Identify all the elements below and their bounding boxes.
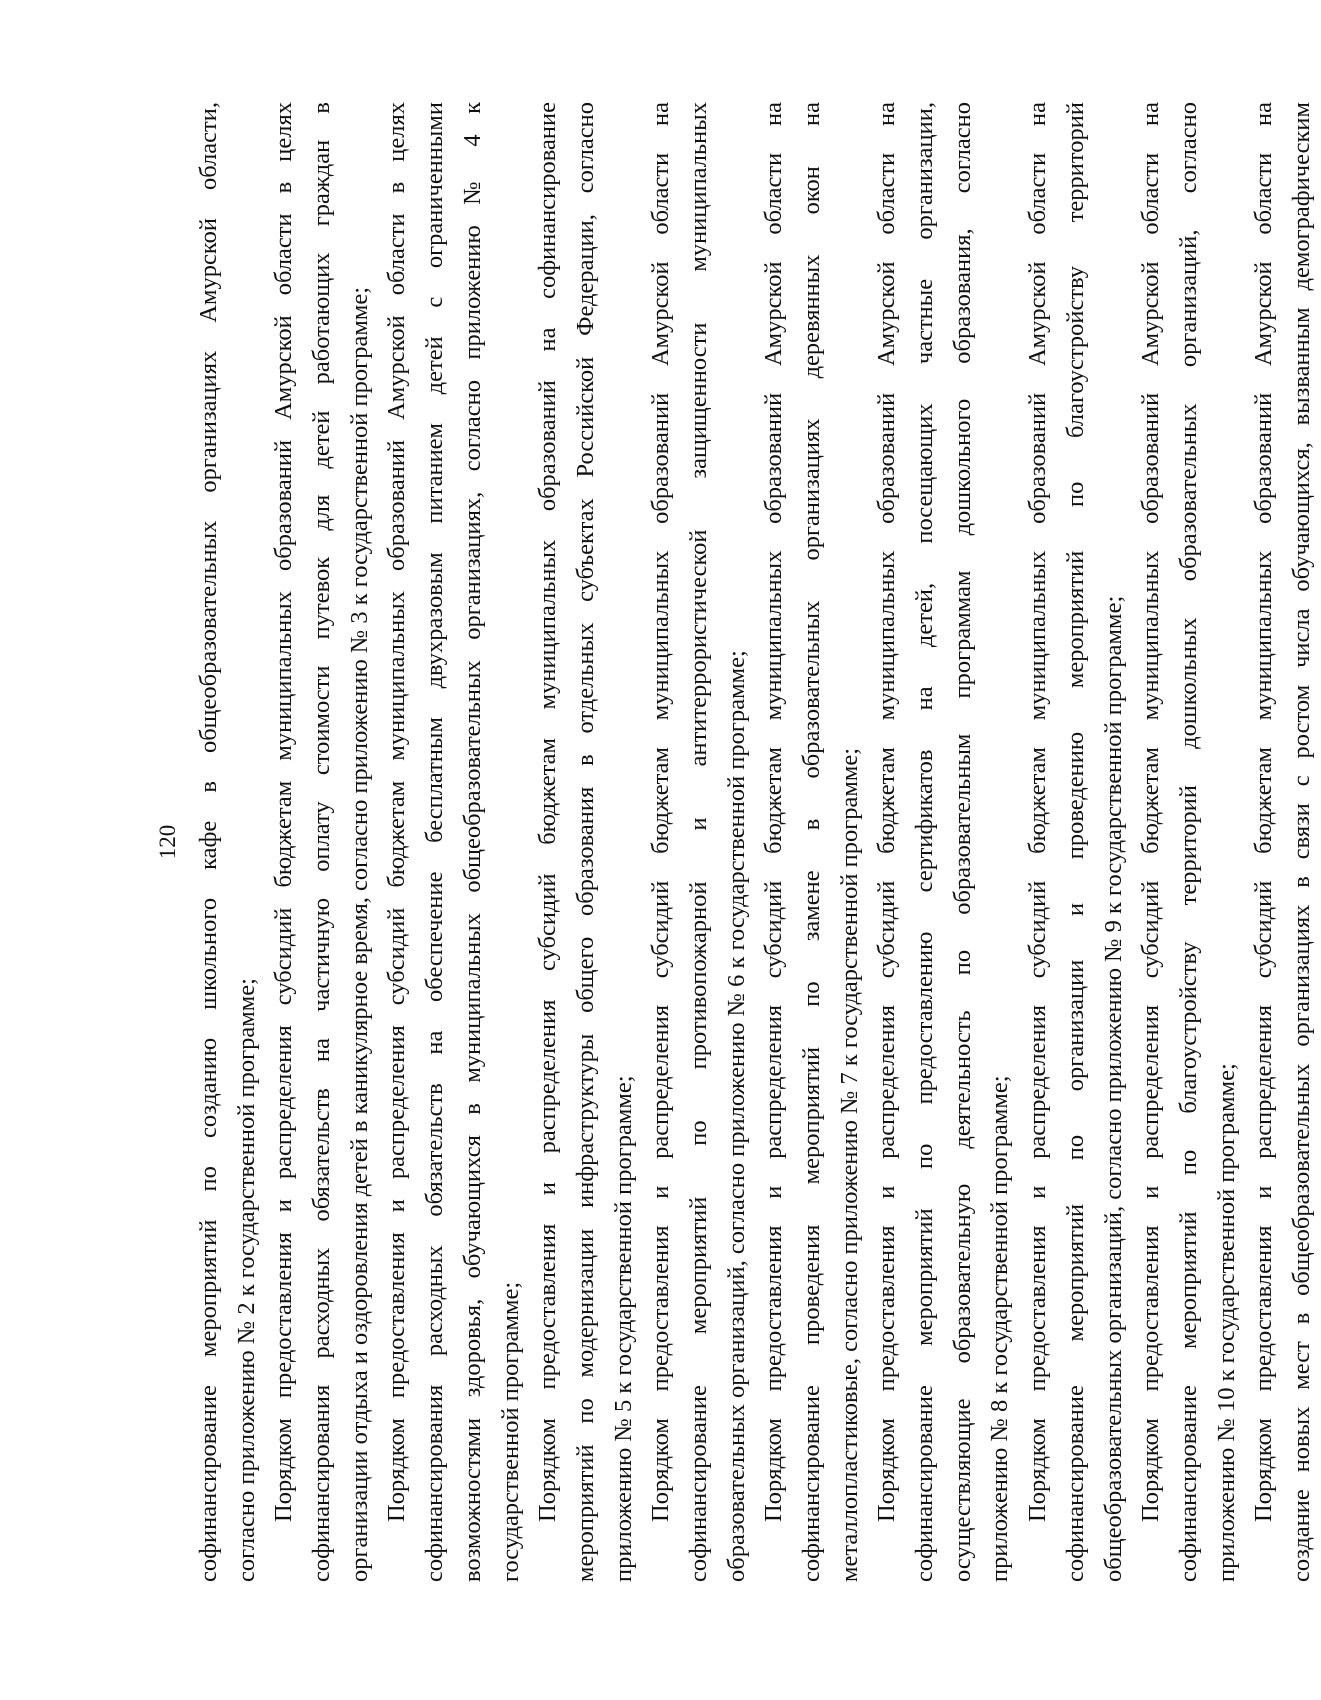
text-line: создание новых мест в общеобразовательных организациях в связи с ростом числа обучающихся, вызванным демографическим xyxy=(1287,102,1315,1582)
text-line: металлопластиковые, согласно приложению № 7 к государственной программе; xyxy=(835,747,863,1582)
text-line: Порядком предоставления и распределения субсидий бюджетам муниципальных образований Амурской области на xyxy=(1137,102,1165,1522)
text-line: Порядком предоставления и распределения субсидий бюджетам муниципальных образований Амурской области на xyxy=(647,102,675,1522)
text-line: согласно приложению № 2 к государственной программе; xyxy=(232,978,260,1582)
rotated-content xyxy=(148,102,1315,1582)
text-line: приложению № 10 к государственной программе; xyxy=(1212,1063,1240,1582)
text-line: софинансирование мероприятий по противопожарной и антитеррористической защищенности муниципальных xyxy=(684,102,712,1582)
text-line: софинансирование мероприятий по благоустройству территорий дошкольных образовательных организаций, согласно xyxy=(1174,102,1202,1582)
text-line: Порядком предоставления и распределения субсидий бюджетам муниципальных образований Амурской области на xyxy=(1250,102,1278,1522)
text-line: приложению № 5 к государственной программе; xyxy=(609,1075,637,1582)
text-line: приложению № 8 к государственной программе; xyxy=(986,1075,1014,1582)
text-line: возможностями здоровья, обучающихся в муниципальных общеобразовательных организациях, согласно приложению № 4 к xyxy=(458,102,486,1582)
text-line: софинансирования расходных обязательств на обеспечение бесплатным двухразовым питанием детей с ограниченными xyxy=(421,102,449,1582)
text-line: государственной программе; xyxy=(496,1281,524,1582)
text-line: образовательных организаций, согласно приложению № 6 к государственной программе; xyxy=(722,650,750,1582)
text-line: софинансирование мероприятий по предоставлению сертификатов на детей, посещающих частные организации, xyxy=(911,102,939,1582)
text-line: Порядком предоставления и распределения субсидий бюджетам муниципальных образований Амурской области в целях xyxy=(270,102,298,1522)
text-line: софинансирование мероприятий по созданию школьного кафе в общеобразовательных организациях Амурской области, xyxy=(195,102,222,1582)
text-line: Порядком предоставления и распределения субсидий бюджетам муниципальных образований Амурской области на xyxy=(1024,102,1052,1522)
text-line: мероприятий по модернизации инфраструктуры общего образования в отдельных субъектах Российской Федерации, согласно xyxy=(571,102,599,1582)
text-line: софинансирование проведения мероприятий по замене в образовательных организациях деревянных окон на xyxy=(798,102,825,1582)
text-line: осуществляющие образовательную деятельность по образовательным программам дошкольного образования, согласно xyxy=(948,102,976,1582)
text-line: организации отдыха и оздоровления детей в каникулярное время, согласно приложению № 3 к государственной программе; xyxy=(345,286,373,1582)
text-line: общеобразовательных организаций, согласно приложению № 9 к государственной программе; xyxy=(1099,595,1127,1582)
text-line: Порядком предоставления и распределения субсидий бюджетам муниципальных образований Амурской области на xyxy=(873,102,901,1522)
text-line: Порядком предоставления и распределения субсидий бюджетам муниципальных образований Амурской области в целях xyxy=(383,102,411,1522)
document-body xyxy=(190,102,1321,1582)
text-line: Порядком предоставления и распределения субсидий бюджетам муниципальных образований Амурской области на xyxy=(760,102,788,1522)
text-line: софинансирования расходных обязательств на частичную оплату стоимости путевок для детей работающих граждан в xyxy=(308,102,336,1582)
text-line: софинансирование мероприятий по организации и проведению мероприятий по благоустройству территорий xyxy=(1061,102,1089,1582)
text-line: Порядком предоставления и распределения субсидий бюджетам муниципальных образований на софинансирование xyxy=(534,102,562,1522)
page-number: 120 xyxy=(155,824,180,860)
